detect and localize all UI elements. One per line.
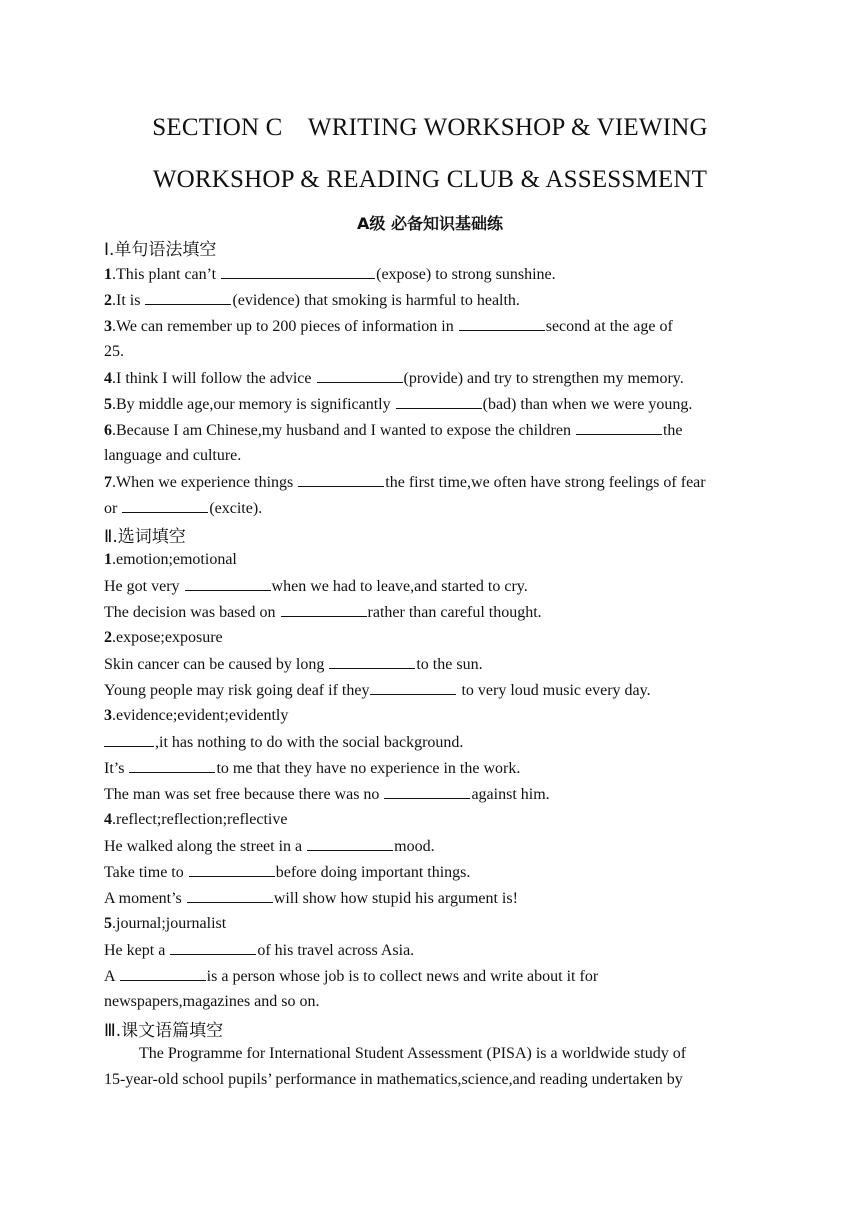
answer-blank[interactable]: [317, 368, 403, 383]
answer-blank[interactable]: [307, 836, 393, 851]
question-line-continued: or (excite).: [104, 500, 263, 517]
sentence-line: ,it has nothing to do with the social background.: [104, 732, 463, 753]
answer-blank[interactable]: [120, 966, 206, 981]
question-line: 2.It is (evidence) that smoking is harmful to health.: [104, 292, 520, 309]
sentence-line: Young people may risk going deaf if they to very loud music every day.: [104, 682, 651, 699]
section-2-heading: Ⅱ.选词填空: [104, 527, 186, 547]
paragraph-line: 15-year-old school pupils’ performance in mathematics,science,and reading undertaken by: [104, 1071, 683, 1088]
word-group: 4.reflect;reflection;reflective: [104, 811, 288, 828]
sentence-line: The man was set free because there was no against him.: [104, 786, 550, 803]
question-line: 4.I think I will follow the advice (provide) and try to strengthen my memory.: [104, 370, 684, 387]
paragraph-line: The Programme for International Student Assessment (PISA) is a worldwide study of: [139, 1045, 687, 1062]
answer-blank[interactable]: [459, 316, 545, 331]
page-title-line-2: WORKSHOP & READING CLUB & ASSESSMENT: [152, 166, 708, 193]
question-line: 5.By middle age,our memory is significantly (bad) than when we were young.: [104, 396, 693, 413]
sentence-line: He kept a of his travel across Asia.: [104, 942, 415, 959]
answer-blank[interactable]: [370, 680, 456, 695]
word-group: 3.evidence;evident;evidently: [104, 707, 289, 724]
section-3-heading: Ⅲ.课文语篇填空: [104, 1021, 224, 1041]
answer-blank[interactable]: [170, 940, 256, 955]
sentence-line: Skin cancer can be caused by long to the sun.: [104, 656, 483, 673]
page-title-line-1: SECTION C WRITING WORKSHOP & VIEWING: [152, 114, 708, 141]
word-group: 1.emotion;emotional: [104, 551, 237, 568]
answer-blank[interactable]: [329, 654, 415, 669]
word-group: 2.expose;exposure: [104, 629, 223, 646]
sentence-line: Take time to before doing important things.: [104, 864, 471, 881]
answer-blank[interactable]: [384, 784, 470, 799]
answer-blank[interactable]: [189, 862, 275, 877]
word-group: 5.journal;journalist: [104, 915, 227, 932]
answer-blank[interactable]: [185, 576, 271, 591]
answer-blank[interactable]: [129, 758, 215, 773]
answer-blank[interactable]: [104, 732, 154, 747]
question-line: 7.When we experience things the first time,we often have strong feelings of fear: [104, 474, 706, 491]
question-line-continued: language and culture.: [104, 447, 242, 464]
question-line: 3.We can remember up to 200 pieces of information in second at the age of: [104, 318, 673, 335]
sentence-line: A moment’s will show how stupid his argument is!: [104, 890, 518, 907]
level-subtitle: A级 必备知识基础练: [357, 214, 503, 233]
answer-blank[interactable]: [122, 498, 208, 513]
answer-blank[interactable]: [298, 472, 384, 487]
answer-blank[interactable]: [187, 888, 273, 903]
answer-blank[interactable]: [576, 420, 662, 435]
sentence-line: He got very when we had to leave,and started to cry.: [104, 578, 528, 595]
sentence-line: He walked along the street in a mood.: [104, 838, 435, 855]
sentence-line: The decision was based on rather than careful thought.: [104, 604, 542, 621]
sentence-line-continued: newspapers,magazines and so on.: [104, 993, 320, 1010]
question-line: 6.Because I am Chinese,my husband and I wanted to expose the children the: [104, 422, 683, 439]
answer-blank[interactable]: [221, 264, 375, 279]
section-1-heading: Ⅰ.单句语法填空: [104, 240, 217, 260]
question-line: 1.This plant can’t (expose) to strong sunshine.: [104, 266, 556, 283]
sentence-line: It’s to me that they have no experience in the work.: [104, 760, 521, 777]
answer-blank[interactable]: [145, 290, 231, 305]
question-line-continued: 25.: [104, 343, 124, 360]
sentence-line: A is a person whose job is to collect news and write about it for: [104, 968, 599, 985]
answer-blank[interactable]: [281, 602, 367, 617]
answer-blank[interactable]: [396, 394, 482, 409]
